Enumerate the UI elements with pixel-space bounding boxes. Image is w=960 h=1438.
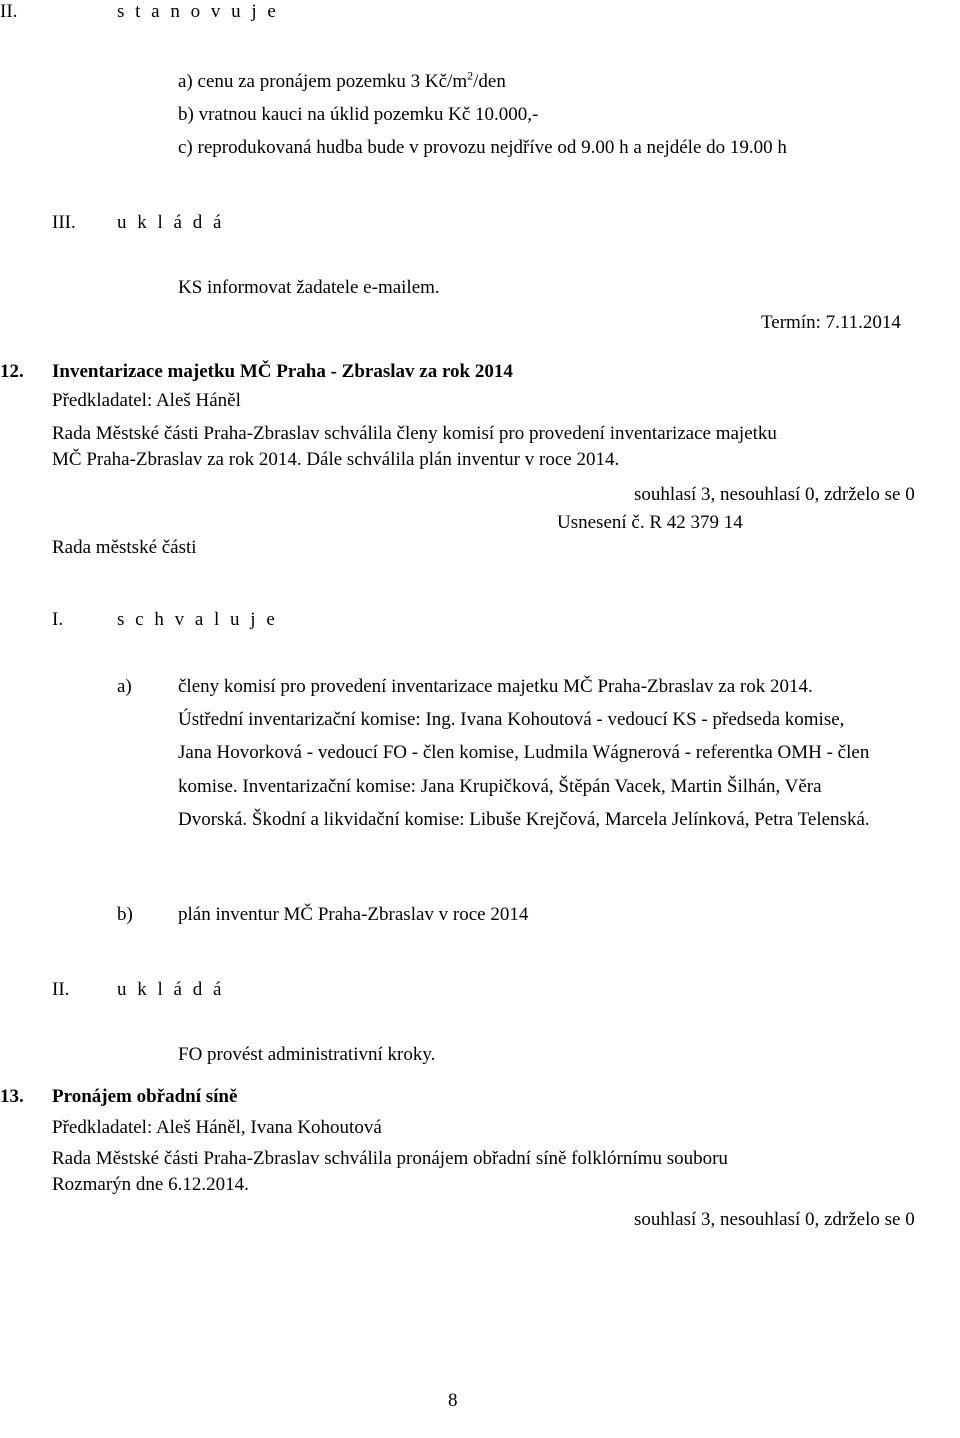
orders-verb: u k l á d á <box>117 979 225 1000</box>
council-heading: Rada městské části <box>52 537 197 558</box>
section-ii-numeral: II. <box>0 1 18 22</box>
item-12-presenter: Předkladatel: Aleš Háněl <box>52 390 241 411</box>
item-a-price: a) cenu za pronájem pozemku 3 $Kč/m^2$/den <box>178 68 506 92</box>
approval-a-text: členy komisí pro provedení inventarizace majetku MČ Praha-Zbraslav za rok 2014. Ústřední inventarizační komise: Ing. Ivana Kohoutová - vedoucí KS - předseda komise, Jana Hovorková - vedoucí FO - člen komise, Ludmila Wágnerová - referentka OMH - člen komise. Inventarizační komise: Jana Krupičková, Štěpán Vacek, Martin Šilhán, Věra Dvorská. Škodní a likvidační komise: Libuše Krejčová, Marcela Jelínková, Petra Telenská. <box>178 676 870 830</box>
item-13-description-line1: Rada Městské části Praha-Zbraslav schválila pronájem obřadní síně folklórnímu souboru <box>52 1148 728 1169</box>
item-12-number: 12. <box>0 361 24 382</box>
section-iii-task: KS informovat žadatele e-mailem. <box>178 277 440 298</box>
resolution-number: Usnesení č. R 42 379 14 <box>557 512 743 533</box>
orders-task: FO provést administrativní kroky. <box>178 1044 436 1065</box>
page-number: 8 <box>448 1390 458 1411</box>
item-13-presenter: Předkladatel: Aleš Háněl, Ivana Kohoutová <box>52 1117 382 1138</box>
item-12-vote-result: souhlasí 3, nesouhlasí 0, zdrželo se 0 <box>634 484 915 505</box>
orders-numeral: II. <box>52 979 70 1000</box>
section-iii-verb: u k l á d á <box>117 212 225 233</box>
approval-b-label: b) <box>117 904 133 925</box>
item-c-music: c) reprodukovaná hudba bude v provozu nejdříve od 9.00 h a nejdéle do 19.00 h <box>178 137 787 158</box>
item-13-number: 13. <box>0 1086 24 1107</box>
approval-a-label: a) <box>117 676 132 697</box>
item-13-title: Pronájem obřadní síně <box>52 1086 238 1107</box>
deadline: Termín: 7.11.2014 <box>761 312 901 333</box>
item-12-title: Inventarizace majetku MČ Praha - Zbraslav za rok 2014 <box>52 361 513 382</box>
section-iii-numeral: III. <box>52 212 76 233</box>
item-13-description-line2: Rozmarýn dne 6.12.2014. <box>52 1174 249 1195</box>
item-b-deposit: b) vratnou kauci na úklid pozemku Kč 10.000,- <box>178 104 539 125</box>
item-12-description-line1: Rada Městské části Praha-Zbraslav schválila členy komisí pro provedení inventarizace majetku <box>52 423 777 444</box>
approves-numeral: I. <box>52 609 64 630</box>
item-12-description-line2: MČ Praha-Zbraslav za rok 2014. Dále schválila plán inventur v roce 2014. <box>52 449 620 470</box>
item-13-vote-result: souhlasí 3, nesouhlasí 0, zdrželo se 0 <box>634 1209 915 1230</box>
section-ii-verb: s t a n o v u j e <box>117 1 279 22</box>
approval-b-text: plán inventur MČ Praha-Zbraslav v roce 2014 <box>178 904 529 925</box>
approves-verb: s c h v a l u j e <box>117 609 278 630</box>
